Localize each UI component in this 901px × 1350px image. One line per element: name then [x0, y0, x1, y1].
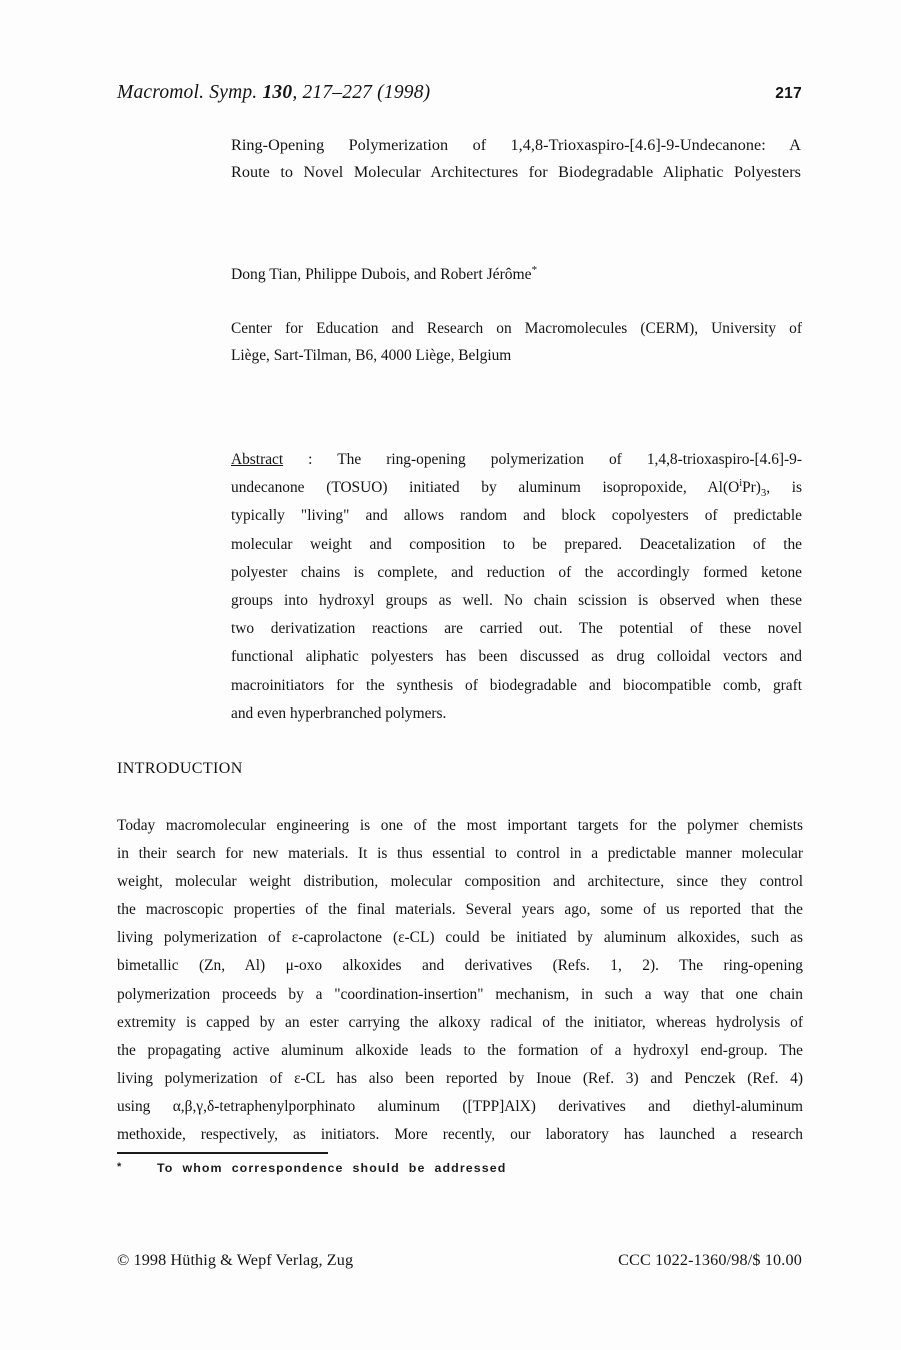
journal-name: Macromol. Symp. — [117, 82, 263, 103]
abstract-line-9: macroinitiators for the synthesis of biodegradable and biocompatible comb, graft — [231, 676, 802, 694]
journal-pages-year: , 217–227 (1998) — [292, 82, 431, 103]
isopropyl-superscript: i — [739, 478, 743, 490]
body-line-5: living polymerization of ε-caprolactone (ε-CL) could be initiated by aluminum alkoxides, such as — [117, 929, 803, 947]
body-line-10: living polymerization of ε-CL has also been reported by Inoue (Ref. 3) and Penczek (Ref. 4) — [117, 1069, 803, 1087]
abstract-line-2-a: undecanone (TOSUO) initiated by aluminum isopropoxide, Al(O — [231, 479, 740, 497]
abstract-line-7: two derivatization reactions are carried out. The potential of these novel — [231, 620, 802, 638]
abstract-separator: : — [283, 451, 338, 468]
abstract-line-4: molecular weight and composition to be prepared. Deacetalization of the — [231, 535, 802, 553]
footnote-divider — [117, 1152, 328, 1154]
author-footnote-marker: * — [531, 263, 538, 276]
title-line-1: Ring-Opening Polymerization of 1,4,8-Trioxaspiro-[4.6]-9-Undecanone: A — [231, 136, 801, 154]
body-line-9: the propagating active aluminum alkoxide leads to the formation of a hydroxyl end-group. The — [117, 1041, 803, 1059]
abstract-line-8: functional aliphatic polyesters has been discussed as drug colloidal vectors and — [231, 648, 802, 666]
body-line-12: methoxide, respectively, as initiators. More recently, our laboratory has launched a research — [117, 1126, 803, 1144]
running-head — [117, 82, 802, 104]
affiliation — [231, 316, 802, 369]
footnote-marker: * — [117, 1161, 123, 1173]
page-footer — [117, 1251, 802, 1270]
abstract-label: Abstract — [231, 451, 284, 468]
abstract-line-1-text: The ring-opening polymerization of 1,4,8-trioxaspiro-[4.6]-9- — [337, 451, 802, 468]
abstract-line-5: polyester chains is complete, and reduction of the accordingly formed ketone — [231, 563, 802, 581]
abstract-line-6: groups into hydroxyl groups as well. No chain scission is observed when these — [231, 592, 802, 610]
abstract-line-1 — [231, 446, 802, 474]
journal-citation — [117, 82, 430, 104]
title-line-2: Route to Novel Molecular Architectures for Biodegradable Aliphatic Polyesters — [231, 163, 801, 181]
page-number: 217 — [775, 85, 802, 102]
body-line-7: polymerization proceeds by a "coordination-insertion" mechanism, in such a way that one chain — [117, 985, 803, 1003]
paper-title — [231, 132, 801, 186]
ccc-code: CCC 1022-1360/98/$ 10.00 — [618, 1251, 802, 1269]
journal-volume: 130 — [262, 82, 293, 103]
body-line-11: using α,β,γ,δ-tetraphenylporphinato aluminum ([TPP]AlX) derivatives and diethyl-aluminum — [117, 1097, 803, 1115]
author-list — [231, 262, 801, 288]
body-line-3: weight, molecular weight distribution, molecular composition and architecture, since they control — [117, 873, 803, 891]
abstract-line-2-b: Pr) — [742, 479, 761, 497]
footnote-text: To whom correspondence should be addressed — [157, 1161, 507, 1175]
footnote — [117, 1161, 677, 1175]
author-names: Dong Tian, Philippe Dubois, and Robert Jérôme — [231, 266, 532, 283]
abstract-line-2 — [231, 474, 802, 502]
formula-subscript-three: 3 — [760, 488, 767, 500]
body-line-1: Today macromolecular engineering is one of the most important targets for the polymer chemists — [117, 817, 803, 834]
body-line-6: bimetallic (Zn, Al) μ-oxo alkoxides and derivatives (Refs. 1, 2). The ring-opening — [117, 957, 803, 975]
body-line-2: in their search for new materials. It is thus essential to control in a predictable manner molecular — [117, 845, 803, 863]
body-line-8: extremity is capped by an ester carrying the alkoxy radical of the initiator, whereas hydrolysis of — [117, 1013, 803, 1031]
body-line-4: the macroscopic properties of the final materials. Several years ago, some of us reported that the — [117, 901, 803, 919]
abstract-line-3: typically "living" and allows random and block copolyesters of predictable — [231, 507, 802, 525]
affiliation-line-2: Liège, Sart-Tilman, B6, 4000 Liège, Belgium — [231, 346, 512, 364]
abstract-block — [231, 446, 802, 728]
abstract-line-2-c: , is — [766, 479, 802, 497]
abstract-line-10: and even hyperbranched polymers. — [231, 704, 447, 722]
introduction-body — [117, 812, 803, 1149]
section-heading-introduction: INTRODUCTION — [117, 760, 243, 777]
affiliation-line-1: Center for Education and Research on Macromolecules (CERM), University of — [231, 320, 802, 337]
copyright-notice: © 1998 Hüthig & Wepf Verlag, Zug — [117, 1251, 354, 1269]
